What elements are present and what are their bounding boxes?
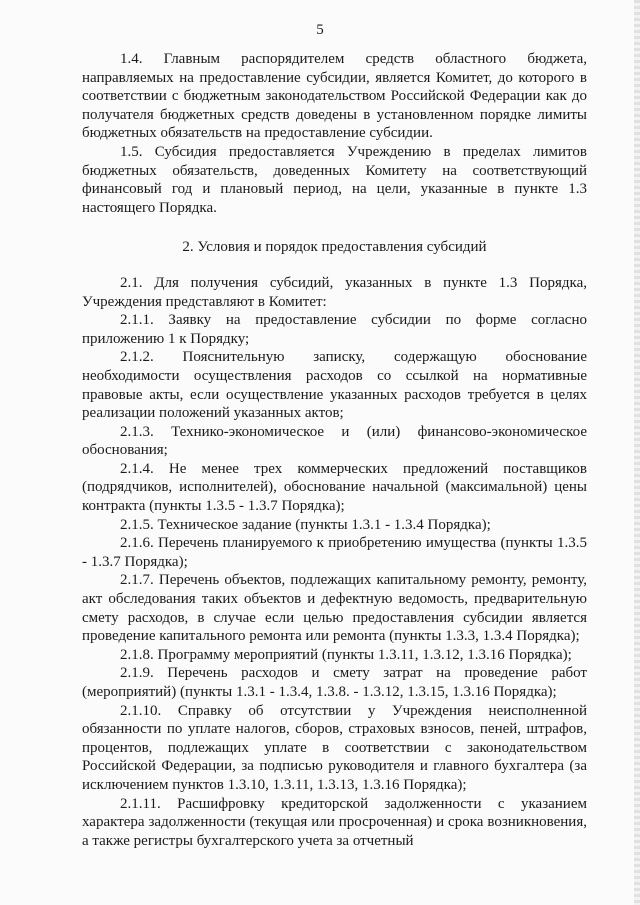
document-body bbox=[82, 50, 587, 850]
paragraph-2-1-3: 2.1.3. Технико-экономическое и (или) финансово-экономическое обоснования; bbox=[82, 423, 587, 459]
page-number: 5 bbox=[316, 22, 324, 38]
paragraph-2-1-6: 2.1.6. Перечень планируемого к приобретению имущества (пункты 1.3.5 - 1.3.7 Порядка); bbox=[82, 535, 587, 570]
paragraph-2-1-1: 2.1.1. Заявку на предоставление субсидии по форме согласно приложению 1 к Порядку; bbox=[82, 312, 587, 347]
paragraph-2-1-7: 2.1.7. Перечень объектов, подлежащих капитальному ремонту, ремонту, акт обследования таких объектов и дефектную ведомость, предварительную смету расходов, в случае если целью предоставления субсидии является проведение капитального ремонта или ремонта (пункты 1.3.3, 1.3.4 Порядка); bbox=[82, 572, 587, 645]
paragraph-2-1-8: 2.1.8. Программу мероприятий (пункты 1.3.11, 1.3.12, 1.3.16 Порядка); bbox=[120, 646, 572, 663]
paragraph-2-1-9: 2.1.9. Перечень расходов и смету затрат на проведение работ (мероприятий) (пункты 1.3.1 - 1.3.4, 1.3.8. - 1.3.12, 1.3.15, 1.3.16 Порядка); bbox=[82, 665, 587, 700]
paragraph-1-5: 1.5. Субсидия предоставляется Учреждению в пределах лимитов бюджетных обязательств, доведенных Комитету на соответствующий финансовый год и плановый период, на цели, указанные в пункте 1.3 настоящего Порядка. bbox=[82, 143, 587, 216]
paragraph-2-1-11: 2.1.11. Расшифровку кредиторской задолженности с указанием характера задолженности (текущая или просроченная) и срока возникновения, а также регистры бухгалтерского учета за отчетный bbox=[82, 795, 587, 849]
section-heading: 2. Условия и порядок предоставления субсидий bbox=[182, 239, 487, 256]
paragraph-2-1-2: 2.1.2. Пояснительную записку, содержащую обоснование необходимости осуществления расходов со ссылкой на нормативные правовые акты, если осуществление указанных расходов требуется в целях реализации положений указанных актов; bbox=[82, 349, 587, 422]
paragraph-2-1-5: 2.1.5. Техническое задание (пункты 1.3.1 - 1.3.4 Порядка); bbox=[120, 516, 491, 533]
paragraph-2-1-10: 2.1.10. Справку об отсутствии у Учреждения неисполненной обязанности по уплате налогов, сборов, страховых взносов, пеней, штрафов, процентов, подлежащих уплате в соответствии с законодательством Российской Федерации, за подписью руководителя и главного бухгалтера (за исключением пунктов 1.3.10, 1.3.11, 1.3.13, 1.3.16 Порядка); bbox=[82, 702, 587, 793]
paragraph-2-1-4: 2.1.4. Не менее трех коммерческих предложений поставщиков (подрядчиков, исполнителей), обоснование начальной (максимальной) цены контракта (пункты 1.3.5 - 1.3.7 Порядка); bbox=[82, 460, 587, 515]
scan-edge bbox=[634, 0, 640, 905]
paragraph-1-4: 1.4. Главным распорядителем средств областного бюджета, направляемых на предоставление субсидии, является Комитет, до которого в соответствии с бюджетным законодательством Российской Федерации как до получателя бюджетных средств доведены в установленном порядке лимиты бюджетных обязательств на предоставление субсидии. bbox=[82, 51, 587, 142]
paragraph-2-1: 2.1. Для получения субсидий, указанных в пункте 1.3 Порядка, Учреждения представляют в Комитет: bbox=[82, 274, 587, 310]
